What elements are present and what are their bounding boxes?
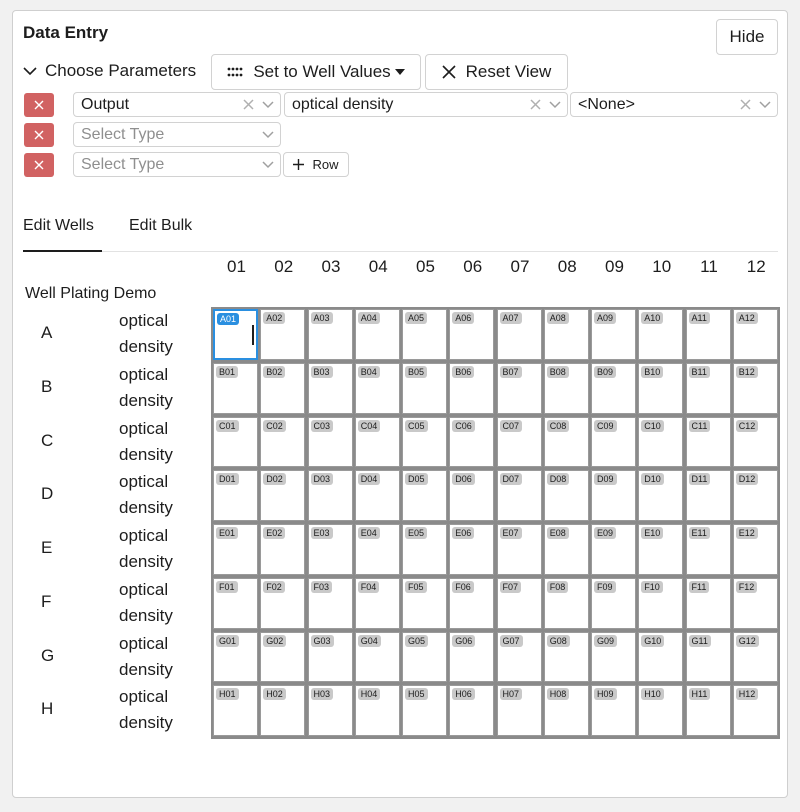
well-cell[interactable] <box>355 524 400 575</box>
well-id-label: H09 <box>594 688 617 700</box>
well-cell[interactable] <box>686 632 731 683</box>
well-id-label: A05 <box>405 312 427 324</box>
column-header: 05 <box>416 257 435 276</box>
column-header: 12 <box>746 257 766 276</box>
well-id-label: D09 <box>594 473 617 485</box>
well-id-label: F04 <box>358 581 380 593</box>
well-id-label: D05 <box>405 473 428 485</box>
row-parameter-label: optical density <box>119 526 173 571</box>
column-header: 03 <box>321 257 341 276</box>
well-cell[interactable] <box>733 632 778 683</box>
row-letter: B <box>41 376 53 396</box>
well-id-label: D04 <box>358 473 381 485</box>
chevron-down-icon <box>759 101 771 109</box>
well-cell[interactable] <box>544 632 589 683</box>
well-cell[interactable] <box>686 309 731 360</box>
well-cell[interactable] <box>591 470 636 521</box>
tab-edit-bulk[interactable]: Edit Bulk <box>129 217 193 234</box>
well-id-label: A08 <box>547 312 569 324</box>
type-select[interactable] <box>73 92 281 117</box>
well-cell[interactable] <box>308 470 353 521</box>
well-cell[interactable] <box>686 417 731 468</box>
well-id-label: A07 <box>500 312 522 324</box>
well-id-label: C04 <box>358 420 381 432</box>
chevron-down-icon <box>262 131 274 139</box>
well-cell[interactable] <box>638 470 683 521</box>
close-icon <box>442 65 456 79</box>
well-cell[interactable] <box>591 578 636 629</box>
type-select-placeholder: Select Type <box>81 155 165 173</box>
well-cell[interactable] <box>355 309 400 360</box>
well-id-label: F05 <box>405 581 427 593</box>
well-id-label: B10 <box>641 366 663 378</box>
well-id-label: D10 <box>641 473 664 485</box>
row-parameter-label: optical density <box>119 418 173 464</box>
well-cell[interactable] <box>308 632 353 683</box>
well-cell[interactable] <box>686 470 731 521</box>
well-cell[interactable] <box>355 578 400 629</box>
well-id-label: G10 <box>641 635 664 647</box>
well-cell[interactable] <box>402 470 447 521</box>
well-cell[interactable] <box>308 685 353 736</box>
well-id-label: A11 <box>689 312 710 324</box>
well-cell[interactable] <box>449 578 494 629</box>
well-cell[interactable] <box>497 309 542 360</box>
well-cell[interactable] <box>213 417 258 468</box>
well-cell[interactable] <box>733 524 778 575</box>
well-id-label: C03 <box>311 420 334 432</box>
well-cell[interactable] <box>213 524 258 575</box>
well-cell[interactable] <box>686 363 731 414</box>
well-cell[interactable] <box>355 417 400 468</box>
chevron-down-icon <box>262 161 274 169</box>
well-cell[interactable] <box>449 309 494 360</box>
well-id-label: H04 <box>358 688 381 700</box>
well-id-label: C06 <box>452 420 475 432</box>
well-id-label: C05 <box>405 420 428 432</box>
well-id-label: D07 <box>500 473 523 485</box>
well-id-label: D08 <box>547 473 570 485</box>
well-id-label: E10 <box>641 527 663 539</box>
well-cell[interactable] <box>260 632 305 683</box>
well-cell[interactable] <box>591 309 636 360</box>
column-header: 04 <box>368 257 388 276</box>
well-cell[interactable] <box>638 417 683 468</box>
row-letter: E <box>41 538 53 557</box>
well-id-label: H06 <box>452 688 475 700</box>
well-id-label: G02 <box>263 635 286 647</box>
well-id-label: H07 <box>500 688 523 700</box>
well-cell[interactable] <box>402 309 447 360</box>
parameter-select[interactable] <box>284 92 568 117</box>
column-header: 06 <box>463 257 483 276</box>
well-cell[interactable] <box>544 309 589 360</box>
extra-select-value: <None> <box>578 95 635 113</box>
well-cell[interactable] <box>402 417 447 468</box>
well-id-label: E03 <box>311 527 333 539</box>
well-id-label: C09 <box>594 420 617 432</box>
delete-row-button[interactable] <box>24 153 54 177</box>
well-id-label: F06 <box>452 581 474 593</box>
well-cell[interactable] <box>260 524 305 575</box>
well-cell[interactable] <box>260 578 305 629</box>
clear-icon[interactable] <box>243 99 254 110</box>
clear-icon[interactable] <box>740 99 751 110</box>
well-id-label: C07 <box>500 420 523 432</box>
well-id-label: A10 <box>641 312 663 324</box>
well-id-label: F03 <box>311 581 333 593</box>
well-id-label: D12 <box>736 473 759 485</box>
reset-view-label: Reset View <box>465 62 552 81</box>
well-plate-grid <box>211 307 780 739</box>
well-id-label: H12 <box>736 688 759 700</box>
well-cell[interactable] <box>213 363 258 414</box>
well-cell[interactable] <box>308 417 353 468</box>
well-id-label: B11 <box>689 366 710 378</box>
chevron-down-icon <box>262 101 274 109</box>
well-id-label: G11 <box>689 635 711 647</box>
well-cell[interactable] <box>686 524 731 575</box>
well-cell[interactable] <box>544 363 589 414</box>
well-cell[interactable] <box>497 417 542 468</box>
well-id-label: A12 <box>736 312 758 324</box>
reset-view-button[interactable] <box>425 54 568 90</box>
well-cell[interactable] <box>213 578 258 629</box>
well-cell[interactable] <box>638 363 683 414</box>
well-id-label: E08 <box>547 527 569 539</box>
set-to-well-values-button[interactable] <box>211 54 421 90</box>
well-cell[interactable] <box>638 578 683 629</box>
well-cell[interactable] <box>544 417 589 468</box>
well-id-label: G09 <box>594 635 617 647</box>
well-cell[interactable] <box>213 470 258 521</box>
row-parameter-label: optical density <box>119 311 173 356</box>
well-id-label: A09 <box>594 312 616 324</box>
well-cell[interactable] <box>355 470 400 521</box>
well-cell[interactable] <box>497 685 542 736</box>
well-id-label: C10 <box>641 420 664 432</box>
well-id-label: D01 <box>216 473 239 485</box>
well-cell[interactable] <box>497 578 542 629</box>
well-id-label: B05 <box>405 366 427 378</box>
row-letter: A <box>41 323 53 342</box>
row-parameter-label: optical density <box>119 472 173 518</box>
well-cell[interactable] <box>497 363 542 414</box>
well-cell[interactable] <box>213 685 258 736</box>
well-id-label: E01 <box>216 527 238 539</box>
well-cell[interactable] <box>402 632 447 683</box>
column-header: 08 <box>557 257 577 276</box>
well-cell[interactable] <box>591 363 636 414</box>
well-cell[interactable] <box>733 309 778 360</box>
set-to-well-values-label: Set to Well Values <box>253 62 391 81</box>
well-cell[interactable] <box>355 363 400 414</box>
well-id-label: H02 <box>263 688 286 700</box>
well-cell[interactable] <box>402 685 447 736</box>
well-id-label: G05 <box>405 635 428 647</box>
well-id-label: D11 <box>689 473 711 485</box>
well-cell[interactable] <box>733 470 778 521</box>
well-cell[interactable] <box>497 470 542 521</box>
well-cell[interactable] <box>260 309 305 360</box>
add-row-label: Row <box>312 157 339 172</box>
well-id-label: C12 <box>736 420 759 432</box>
well-id-label: C01 <box>216 420 239 432</box>
well-cell[interactable] <box>591 524 636 575</box>
row-letter: C <box>41 430 54 450</box>
well-cell[interactable] <box>733 363 778 414</box>
well-cell[interactable] <box>497 632 542 683</box>
well-cell[interactable] <box>260 470 305 521</box>
well-cell[interactable] <box>638 309 683 360</box>
well-id-label: F10 <box>641 581 663 593</box>
well-cell[interactable] <box>213 309 258 360</box>
panel-title: Data Entry <box>23 23 109 42</box>
well-id-label: B04 <box>358 366 380 378</box>
well-cell[interactable] <box>449 363 494 414</box>
well-cell[interactable] <box>449 685 494 736</box>
choose-parameters-toggle[interactable] <box>23 61 196 81</box>
well-cell[interactable] <box>591 417 636 468</box>
column-header: 11 <box>700 257 718 276</box>
type-select[interactable] <box>73 122 281 147</box>
well-id-label: H05 <box>405 688 428 700</box>
column-header: 07 <box>510 257 530 276</box>
type-select[interactable] <box>73 152 281 177</box>
well-id-label: F08 <box>547 581 569 593</box>
well-cell[interactable] <box>213 632 258 683</box>
well-cell[interactable] <box>355 632 400 683</box>
caret-down-icon <box>395 69 405 75</box>
parameter-select-value: optical density <box>292 95 394 113</box>
plate-title: Well Plating Demo <box>25 285 157 302</box>
row-letter: H <box>41 699 54 719</box>
close-icon <box>34 160 44 170</box>
well-id-label: G07 <box>500 635 523 647</box>
well-id-label: G01 <box>216 635 239 647</box>
well-id-label: F02 <box>263 581 285 593</box>
well-cell[interactable] <box>638 685 683 736</box>
chevron-down-icon <box>23 66 37 76</box>
well-cell[interactable] <box>260 417 305 468</box>
row-parameter-label: optical density <box>119 364 173 410</box>
well-id-label: F12 <box>736 581 758 593</box>
well-cell[interactable] <box>733 685 778 736</box>
hide-button[interactable]: Hide <box>716 19 778 55</box>
row-parameter-label: optical density <box>119 579 173 625</box>
well-id-label: F11 <box>689 581 710 593</box>
well-id-label: D03 <box>311 473 334 485</box>
well-cell[interactable] <box>591 685 636 736</box>
well-id-label: E04 <box>358 527 380 539</box>
delete-row-button[interactable] <box>24 123 54 147</box>
well-id-label: D06 <box>452 473 475 485</box>
well-cell[interactable] <box>402 578 447 629</box>
tab-edit-wells[interactable]: Edit Wells <box>23 217 94 234</box>
well-id-label: C11 <box>689 420 711 432</box>
well-id-label: A03 <box>311 312 333 324</box>
row-parameter-label: optical density <box>119 687 173 733</box>
close-icon <box>34 100 44 110</box>
close-icon <box>34 130 44 140</box>
well-cell[interactable] <box>308 524 353 575</box>
well-id-label: B06 <box>452 366 474 378</box>
well-id-label: H01 <box>216 688 239 700</box>
well-id-label: E09 <box>594 527 616 539</box>
well-id-label: B07 <box>500 366 522 378</box>
well-id-label: E02 <box>263 527 285 539</box>
well-id-label: G04 <box>358 635 381 647</box>
well-cell[interactable] <box>544 578 589 629</box>
well-id-label: B08 <box>547 366 569 378</box>
well-id-label: B02 <box>263 366 285 378</box>
well-cell[interactable] <box>638 524 683 575</box>
well-id-label: F09 <box>594 581 616 593</box>
well-id-label: F01 <box>216 581 238 593</box>
extra-select[interactable] <box>570 92 778 117</box>
data-entry-panel <box>12 10 788 798</box>
row-letter: F <box>41 591 52 611</box>
well-id-label: E06 <box>452 527 474 539</box>
well-cell[interactable] <box>544 524 589 575</box>
well-id-label: B01 <box>216 366 238 378</box>
well-cell[interactable] <box>449 417 494 468</box>
column-header: 02 <box>274 257 294 276</box>
well-id-label: H10 <box>641 688 664 700</box>
row-parameter-label: optical density <box>119 633 173 679</box>
well-cell[interactable] <box>591 632 636 683</box>
well-id-label: E12 <box>736 527 758 539</box>
well-id-label: E05 <box>405 527 427 539</box>
well-cell[interactable] <box>497 524 542 575</box>
column-header: 10 <box>652 257 672 276</box>
plus-icon <box>293 159 304 170</box>
well-id-label: G03 <box>311 635 334 647</box>
column-header: 01 <box>227 257 246 276</box>
well-cell[interactable] <box>308 363 353 414</box>
choose-parameters-label: Choose Parameters <box>45 61 197 80</box>
well-id-label: G06 <box>452 635 475 647</box>
tab-divider <box>23 251 778 252</box>
well-cell[interactable] <box>686 685 731 736</box>
column-header: 09 <box>605 257 624 276</box>
delete-row-button[interactable] <box>24 93 54 117</box>
well-id-label: A06 <box>452 312 474 324</box>
well-id-label: E07 <box>500 527 522 539</box>
well-cell[interactable] <box>449 632 494 683</box>
well-cell[interactable] <box>686 578 731 629</box>
active-tab-indicator <box>23 250 102 252</box>
well-cell[interactable] <box>402 363 447 414</box>
well-cell[interactable] <box>733 417 778 468</box>
chevron-down-icon <box>549 101 561 109</box>
well-id-label: H11 <box>689 688 711 700</box>
well-id-label: G08 <box>547 635 570 647</box>
row-letter: G <box>41 645 55 665</box>
dot-grid-icon <box>227 67 243 77</box>
well-id-label: D02 <box>263 473 286 485</box>
well-cell[interactable] <box>638 632 683 683</box>
well-id-label: E11 <box>689 527 710 539</box>
well-cell[interactable] <box>733 578 778 629</box>
type-select-value: Output <box>81 95 130 113</box>
type-select-placeholder: Select Type <box>81 125 165 143</box>
text-cursor <box>252 325 254 345</box>
well-id-label: C02 <box>263 420 286 432</box>
well-cell[interactable] <box>355 685 400 736</box>
well-id-label: H08 <box>547 688 570 700</box>
well-cell[interactable] <box>449 524 494 575</box>
well-cell[interactable] <box>544 470 589 521</box>
well-id-label: A02 <box>263 312 285 324</box>
well-id-label: C08 <box>547 420 570 432</box>
well-id-label: B03 <box>311 366 333 378</box>
well-id-label: H03 <box>311 688 334 700</box>
row-letter: D <box>41 484 54 504</box>
well-id-label: G12 <box>736 635 759 647</box>
well-cell[interactable] <box>308 578 353 629</box>
well-id-label: B09 <box>594 366 616 378</box>
well-cell[interactable] <box>308 309 353 360</box>
well-cell[interactable] <box>544 685 589 736</box>
add-row-button[interactable] <box>283 152 349 177</box>
well-id-label: F07 <box>500 581 522 593</box>
clear-icon[interactable] <box>530 99 541 110</box>
well-id-label: A01 <box>217 313 239 325</box>
well-cell[interactable] <box>449 470 494 521</box>
well-id-label: B12 <box>736 366 758 378</box>
well-id-label: A04 <box>358 312 380 324</box>
well-cell[interactable] <box>402 524 447 575</box>
well-cell[interactable] <box>260 363 305 414</box>
well-cell[interactable] <box>260 685 305 736</box>
